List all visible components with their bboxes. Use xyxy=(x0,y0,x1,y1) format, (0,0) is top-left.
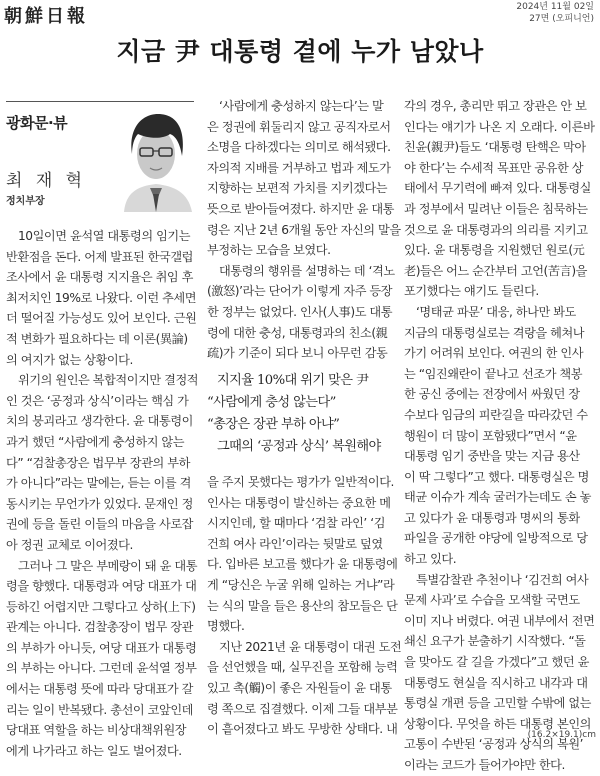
text-line: 대통령도 현실을 직시하고 내각과 대 xyxy=(404,675,588,690)
text-line: 조사에서 윤 대통령 지지율은 취임 후 xyxy=(6,270,193,285)
text-line: 고통이 수반된 ‘공정과 상식의 복원’ xyxy=(404,737,584,752)
text-line: 는 식의 말을 들은 용산의 참모들은 단 xyxy=(207,598,398,613)
text-line: 이라는 코드가 들어가야만 한다. xyxy=(404,758,565,772)
text-line: 최저치인 19%로 나왔다. 이런 추세면 xyxy=(6,290,197,305)
text-line: 의 부하가 아니듯, 여당 대표가 대통령 xyxy=(6,640,197,655)
text-line: 포기했다는 얘기도 들린다. xyxy=(404,284,539,299)
page-section: 27면 (오피니언) xyxy=(529,14,594,24)
text-line: 은 정권에 휘둘리지 않고 공직자로서 xyxy=(207,119,391,134)
text-line: 권에 등을 돌린 이들의 마음을 사로잡 xyxy=(6,517,193,532)
article-size-note: (16.2×19.1)cm xyxy=(527,730,596,740)
text-line: 쇄신 요구가 분출하기 시작했다. “돌 xyxy=(404,634,586,649)
text-line: 에서는 대통령 뜻에 따라 당대표가 갈 xyxy=(6,682,193,697)
text-line: 파일을 공개한 야당에 일방적으로 당 xyxy=(404,531,588,546)
text-line: 가기 어려워 보인다. 여권의 한 인사 xyxy=(404,346,584,361)
text-line: 이 흩어졌다고 봐도 무방한 상태다. 내 xyxy=(207,722,398,737)
text-line: 을 선언했을 때, 실무진을 포함해 능력 xyxy=(207,660,398,675)
publication-date: 2024년 11월 02일 xyxy=(516,2,594,12)
text-line: 을 맞아도 갈 길을 가겠다”고 했던 윤 xyxy=(404,655,589,670)
text-line: 반환점을 돈다. 어제 발표된 한국갤럽 xyxy=(6,249,193,264)
text-line: 있다. 윤 대통령을 지원했던 원로(元 xyxy=(404,243,585,258)
text-line: (激怒)’라는 단어가 이렇게 자주 등장 xyxy=(207,284,393,299)
text-line: 상황이다. 무엇을 하든 대통령 본인의 xyxy=(404,716,591,731)
text-line: 통령실 개편 등을 고민할 수밖에 없는 xyxy=(404,696,591,711)
text-line: 문제 사과’로 수습을 모색할 국면도 xyxy=(404,593,580,608)
byline xyxy=(6,101,194,211)
text-line: 에게 나가라고 하는 일도 벌어졌다. xyxy=(6,743,182,758)
text-line: 인 것은 ‘공정과 상식’이라는 핵심 가 xyxy=(6,393,189,408)
subhead-line: 그때의 ‘공정과 상식’ 복원해야 xyxy=(217,439,381,454)
article-subhead xyxy=(207,370,399,458)
text-line: 지난 2021년 윤 대통령이 대권 도전 xyxy=(219,639,402,654)
text-line: 대통령의 행위를 설명하는 데 ‘격노 xyxy=(219,263,395,278)
text-line: 령을 향했다. 대통령과 여당 대표가 대 xyxy=(6,579,197,594)
author-portrait-icon xyxy=(118,110,194,212)
text-line: 소명을 다하겠다는 의미로 해석됐다. xyxy=(207,140,391,155)
text-line: 친윤(親尹)들도 ‘대통령 탄핵은 막아 xyxy=(404,140,586,155)
text-line: 인다는 얘기가 나온 지 오래다. 이른바 xyxy=(404,119,595,134)
article-column-2-bottom xyxy=(207,472,402,740)
article-column-1 xyxy=(6,226,200,761)
text-line: 다. 입바른 보고를 했다가 윤 대통령에 xyxy=(207,557,398,572)
article-column-3 xyxy=(404,96,598,776)
text-line: 가 아니다”라는 말에는, 듣는 이를 격 xyxy=(6,476,191,491)
text-line: 을 주지 못했다는 평가가 일반적이다. xyxy=(207,475,394,489)
text-line: 수보다 임금의 피란길을 따라갔던 수 xyxy=(404,407,588,422)
subhead-line: 지지율 10%대 위기 맞은 尹 xyxy=(217,373,369,388)
text-line: ‘명태균 파문’ 대응, 하나만 봐도 xyxy=(416,304,576,319)
text-line: 건희 여사 라인’이라는 뒷말로 덮였 xyxy=(207,536,383,551)
text-line: 지금의 대통령실로는 격랑을 헤쳐나 xyxy=(404,325,585,340)
text-line: 명했다. xyxy=(207,619,245,634)
text-line: 아 정권 교체로 이어졌다. xyxy=(6,537,133,552)
text-line: 뜻으로 받아들여졌다. 하지만 윤 대통 xyxy=(207,201,394,216)
text-line: 과거 했던 “사람에게 충성하지 않는 xyxy=(6,434,185,449)
text-line: 태균 이슈가 계속 굴러가는데도 손 놓 xyxy=(404,490,591,505)
text-line: 게 “당신은 누굴 위해 일하는 거냐”라 xyxy=(207,577,395,592)
text-line: 지향하는 보편적 가치를 지키겠다는 xyxy=(207,181,388,196)
subhead-line: “사람에게 충성 않는다” xyxy=(207,395,336,410)
text-line: 령 쪽으로 집결했다. 이제 그들 대부분 xyxy=(207,701,398,716)
text-line: 야 한다’는 수세적 목표만 공유한 상 xyxy=(404,160,584,175)
text-line: 10일이면 윤석열 대통령의 임기는 xyxy=(18,229,191,243)
text-line: 疏)가 기준이 되다 보니 아무런 감동 xyxy=(207,346,388,361)
text-line: 자의적 지배를 거부하고 법과 제도가 xyxy=(207,160,391,175)
text-line: 관계는 아니다. 검찰총장이 법무 장관 xyxy=(6,620,193,635)
text-line: 행원이 더 많이 포함됐다”면서 “윤 xyxy=(404,428,577,443)
masthead-logo: 朝鮮日報 xyxy=(4,6,88,27)
text-line: 등하긴 어렵지만 그렇다고 상하(上下) xyxy=(6,599,196,614)
text-line: 태에서 무기력에 빠져 있다. 대통령실 xyxy=(404,181,591,196)
text-line: 있고 촉(觸)이 좋은 자원들이 윤 대통 xyxy=(207,680,392,695)
text-line: 리는 일이 반복됐다. 총선이 코앞인데 xyxy=(6,702,193,717)
text-line: 동시키는 무언가가 있었다. 문재인 정 xyxy=(6,496,193,511)
text-line: 당대표 역할을 하는 비상대책위원장 xyxy=(6,723,187,738)
text-line: ‘사람에게 충성하지 않는다’는 말 xyxy=(219,99,384,113)
text-line: 령에 대한 충성, 대통령과의 친소(親 xyxy=(207,325,388,340)
article-column-2-top xyxy=(207,96,399,364)
text-line: 대통령 임기 중반을 맞는 지금 용산 xyxy=(404,449,580,464)
text-line: 老)들은 어느 순간부터 고언(苦言)을 xyxy=(404,263,587,278)
text-line: 치의 붕괴라고 생각한다. 윤 대통령이 xyxy=(6,414,193,429)
author-name: 최 재 혁 xyxy=(6,171,87,191)
text-line: 더 떨어질 가능성도 있어 보인다. 근원 xyxy=(6,311,197,326)
column-name: 광화문·뷰 xyxy=(6,114,68,132)
text-line: 위기의 원인은 복합적이지만 결정적 xyxy=(18,373,199,388)
text-line: 는 “임진왜란이 끝나고 선조가 책봉 xyxy=(404,366,583,381)
subhead-line: “총장은 장관 부하 아냐” xyxy=(207,417,340,432)
text-line: 그러나 그 말은 부메랑이 돼 윤 대통 xyxy=(18,558,198,573)
text-line: 령은 지난 2년 6개월 동안 자신의 말을 xyxy=(207,222,401,237)
text-line: 한 정부는 없었다. 인사(人事)도 대통 xyxy=(207,304,393,319)
text-line: 하고 있다. xyxy=(404,552,457,567)
text-line: 인사는 대통령이 발신하는 중요한 메 xyxy=(207,495,391,510)
article-headline: 지금 尹 대통령 곁에 누가 남았나 xyxy=(116,37,484,66)
text-line: 적 변화가 필요하다는 데 이론(異論) xyxy=(6,331,188,346)
text-line: 특별감찰관 추천이나 ‘김건희 여사 xyxy=(416,572,589,587)
text-line: 시지인데, 할 때마다 ‘검찰 라인’ ‘김 xyxy=(207,516,386,531)
text-line: 부정하는 모습을 보였다. xyxy=(207,243,331,258)
text-line: 각의 경우, 총리만 뛰고 장관은 안 보 xyxy=(404,99,587,113)
dateline xyxy=(516,1,594,25)
text-line: 한 공신 중에는 전장에서 싸웠던 장 xyxy=(404,387,580,402)
text-line: 다” “검찰총장은 법무부 장관의 부하 xyxy=(6,455,190,470)
author-title: 정치부장 xyxy=(6,196,45,207)
text-line: 이 딱 그렇다”고 했다. 대통령실은 명 xyxy=(404,469,589,484)
text-line: 의 부하는 아니다. 그런데 윤석열 정부 xyxy=(6,661,197,676)
text-line: 이미 지나 버렸다. 여권 내부에서 전면 xyxy=(404,613,595,628)
text-line: 과 정부에서 밀려난 이들은 침묵하는 xyxy=(404,201,588,216)
text-line: 고 있다가 윤 대통령과 명씨의 통화 xyxy=(404,510,580,525)
text-line: 의 여지가 없는 상황이다. xyxy=(6,352,133,367)
text-line: 것으로 윤 대통령과의 의리를 지키고 xyxy=(404,222,588,237)
